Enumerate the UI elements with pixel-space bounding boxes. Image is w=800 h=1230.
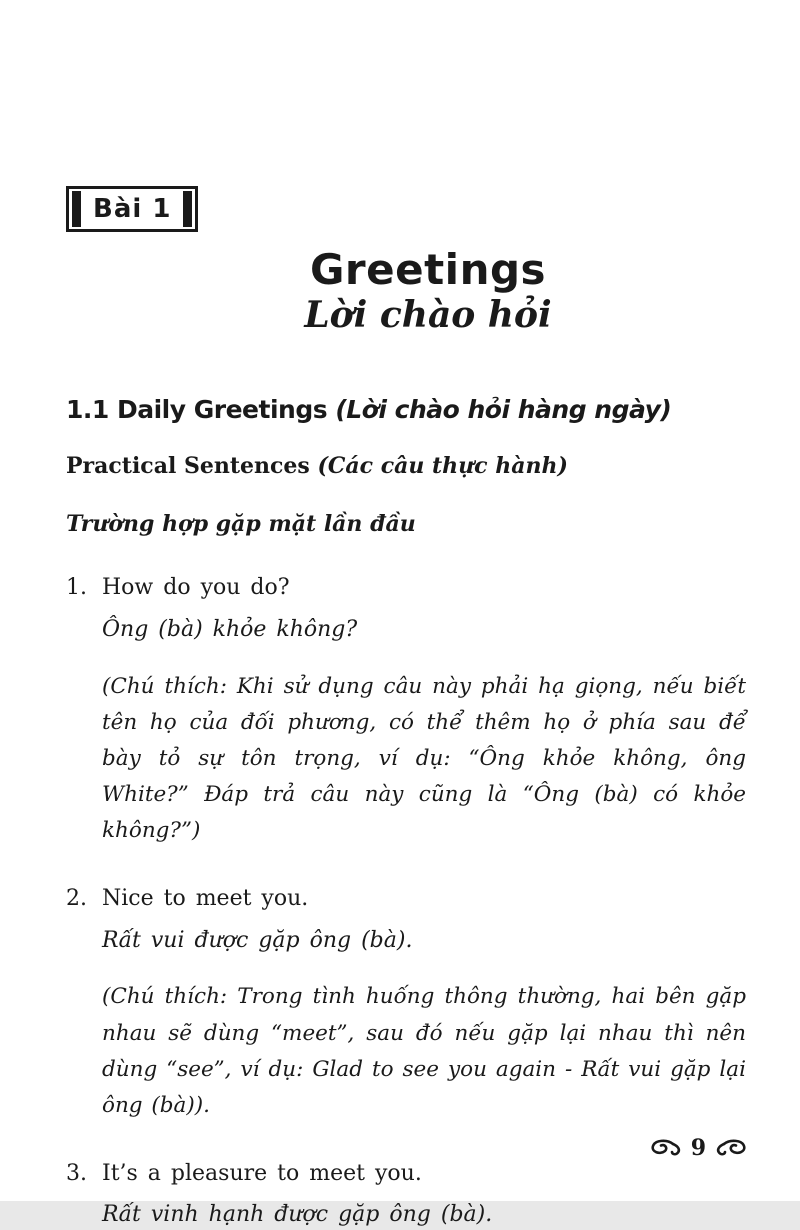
item-body	[102, 1160, 746, 1230]
practical-heading-en: Practical Sentences	[66, 453, 310, 480]
item-body	[102, 885, 746, 1124]
page-title: Greetings	[309, 245, 547, 294]
lesson-badge-label: Bài 1	[93, 194, 172, 224]
item-note: (Chú thích: Trong tình huống thông thường, hai bên gặp nhau sẽ dùng “meet”, sau đó nếu gặp lại nhau thì nên dùng “see”, ví dụ: Glad to see you again - Rất vui gặp lại ông (bà)).	[102, 984, 746, 1118]
list-item	[66, 885, 746, 1124]
item-number: 2.	[66, 886, 87, 912]
section-heading-vi: (Lời chào hỏi hàng ngày)	[335, 395, 672, 425]
practical-heading-vi: (Các câu thực hành)	[317, 453, 568, 480]
page-content	[0, 395, 800, 1230]
section-heading	[66, 395, 746, 425]
item-vietnamese-translation: Rất vinh hạnh được gặp ông (bà).	[102, 1202, 493, 1228]
item-english-sentence: How do you do?	[102, 575, 290, 601]
section-heading-en: 1.1 Daily Greetings	[66, 395, 328, 425]
item-body	[102, 574, 746, 849]
page-footer	[649, 1137, 748, 1159]
item-english-sentence: Nice to meet you.	[102, 886, 309, 912]
page-number: 9	[690, 1135, 706, 1161]
item-vietnamese-translation: Rất vui được gặp ông (bà).	[102, 927, 413, 953]
list-item	[66, 1160, 746, 1230]
scroll-flourish-right-icon	[714, 1140, 748, 1157]
scroll-flourish-left-icon	[649, 1140, 683, 1157]
item-vietnamese-translation: Ông (bà) khỏe không?	[102, 617, 358, 643]
list-item	[66, 574, 746, 849]
page-subtitle: Lời chào hỏi	[304, 294, 552, 337]
item-note: (Chú thích: Khi sử dụng câu này phải hạ giọng, nếu biết tên họ của đối phương, có thể thêm họ ở phía sau để bày tỏ sự tôn trọng, ví dụ: “Ông khỏe không, ông White?” Đáp trả câu này cũng là “Ông (bà) có khỏe không?”)	[102, 673, 746, 844]
practical-sentences-heading	[66, 453, 746, 481]
item-english-sentence: It’s a pleasure to meet you.	[102, 1160, 422, 1186]
item-number: 1.	[66, 575, 87, 601]
situation-heading: Trường hợp gặp mặt lần đầu	[66, 510, 416, 537]
lesson-badge	[66, 186, 198, 232]
item-number: 3.	[66, 1160, 87, 1186]
